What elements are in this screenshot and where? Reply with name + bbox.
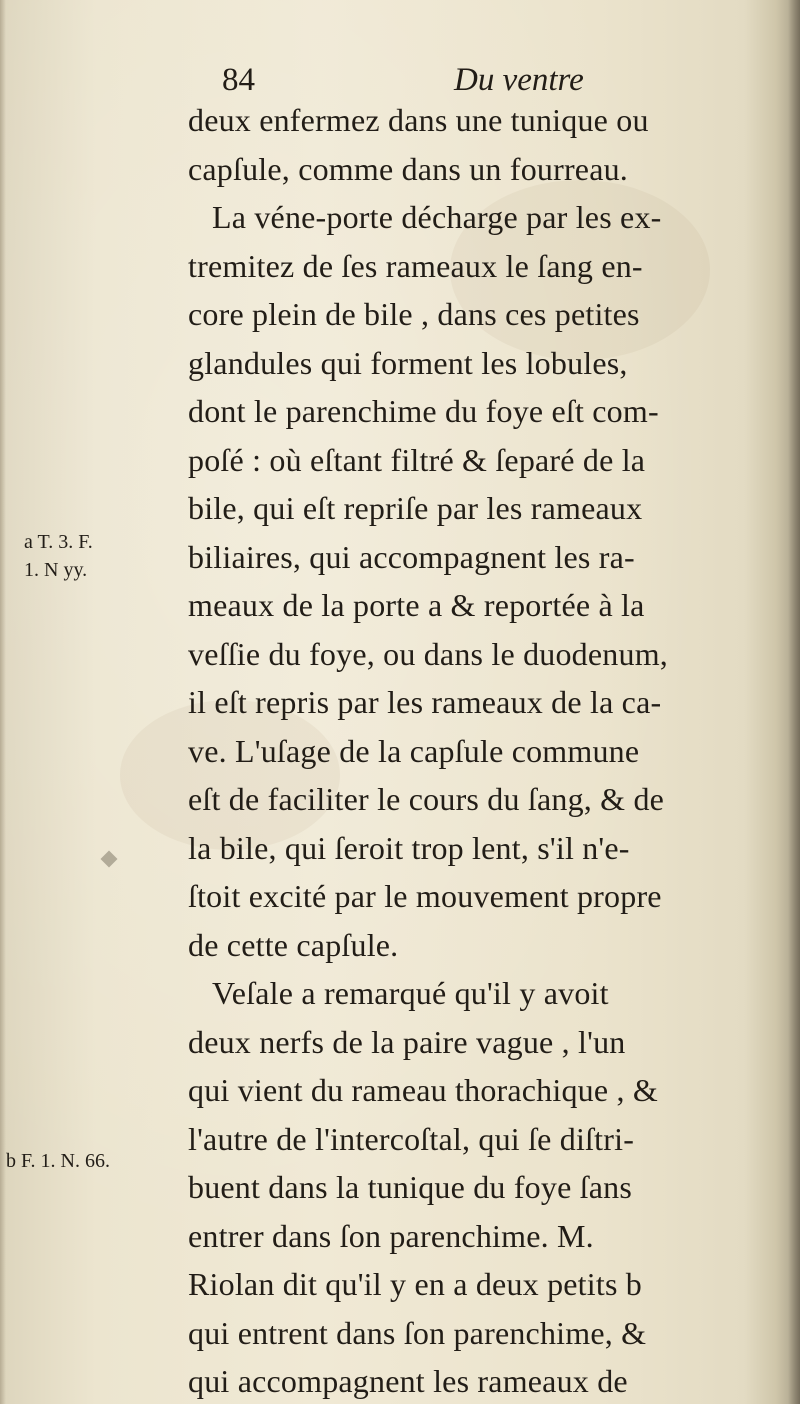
text-line: de cette capſule. (188, 926, 399, 963)
text-line: qui accompagnent les rameaux de (188, 1363, 628, 1399)
text-line: glandules qui forment les lobules, (188, 344, 628, 381)
text-line: veſſie du foye, ou dans le duodenum, (188, 635, 668, 672)
margin-ornament-icon (101, 851, 118, 868)
page-number: 84 (222, 62, 255, 98)
text-line: core plein de bile , dans ces petites (188, 296, 640, 332)
text-line: La véne-porte décharge par les ex- (212, 199, 662, 235)
body-text (188, 96, 763, 1404)
text-line: ſtoit excité par le mouvement propre (188, 878, 662, 914)
margin-note-b: b F. 1. N. 66. (6, 1150, 110, 1172)
text-line: biliaires, qui accompagnent les ra- (188, 538, 635, 575)
text-line: entrer dans ſon parenchime. M. (188, 1217, 594, 1254)
text-line: capſule, comme dans un fourreau. (188, 150, 629, 187)
text-line: l'autre de l'intercoſtal, qui ſe diſtri- (188, 1120, 635, 1157)
page-left-edge (0, 0, 6, 1404)
text-line: ve. L'uſage de la capſule commune (188, 732, 640, 769)
running-title: Du ventre (454, 62, 584, 98)
text-line: poſé : où eſtant filtré & ſeparé de la (188, 441, 646, 478)
text-line: qui entrent dans ſon parenchime, & (188, 1314, 647, 1351)
text-line: dont le parenchime du foye eſt com- (188, 393, 659, 429)
text-line: buent dans la tunique du foye ſans (188, 1169, 633, 1205)
text-line: tremitez de ſes rameaux le ſang en- (188, 247, 643, 284)
margin-note-a (24, 528, 174, 584)
margin-note-a-line: 1. N yy. (24, 559, 88, 581)
text-line: Veſale a remarqué qu'il y avoit (212, 975, 609, 1011)
text-line: deux nerfs de la paire vague , l'un (188, 1023, 626, 1060)
text-line: il eſt repris par les rameaux de la ca- (188, 684, 662, 720)
page-gutter-shadow (788, 0, 800, 1404)
margin-note-a-line: a T. 3. F. (24, 531, 93, 553)
text-line: qui vient du rameau thorachique , & (188, 1072, 658, 1108)
text-line: meaux de la porte a & reportée à la (188, 587, 645, 623)
text-line: deux enfermez dans une tunique ou (188, 102, 649, 138)
text-line: la bile, qui ſeroit trop lent, s'il n'e- (188, 829, 630, 866)
text-line: eſt de faciliter le cours du ſang, & de (188, 781, 665, 817)
text-line: bile, qui eſt repriſe par les rameaux (188, 490, 643, 526)
text-line: Riolan dit qu'il y en a deux petits b (188, 1266, 642, 1302)
